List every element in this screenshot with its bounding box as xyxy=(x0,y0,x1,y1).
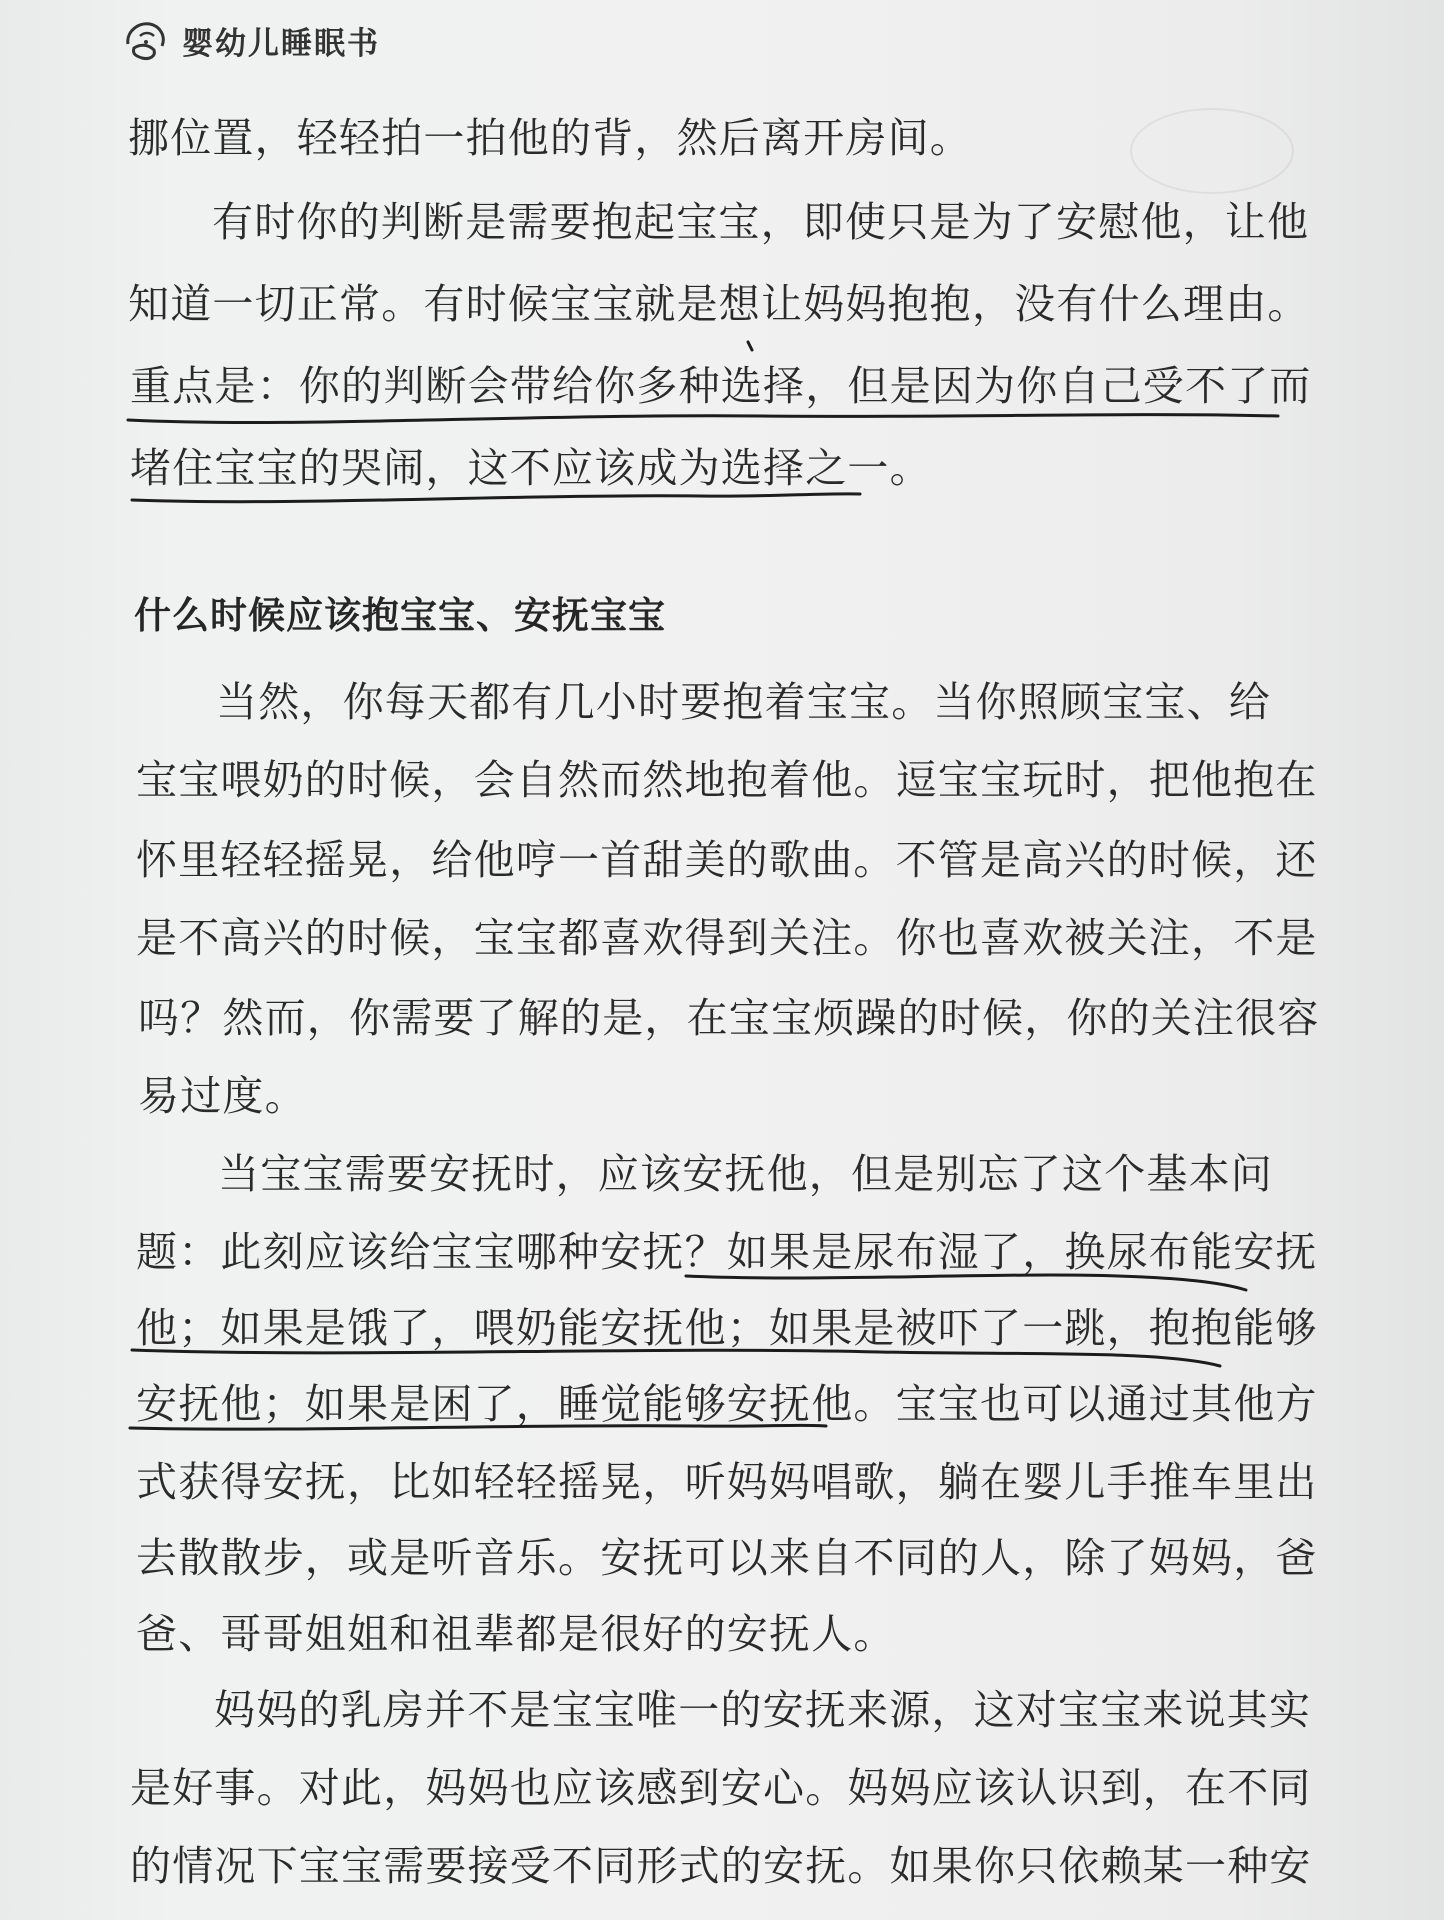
text-line: 题：此刻应该给宝宝哪种安抚？如果是尿布湿了，换尿布能安抚 xyxy=(136,1228,1318,1276)
text-line: 爸、哥哥姐姐和祖辈都是很好的安抚人。 xyxy=(136,1610,896,1658)
text-line: 易过度。 xyxy=(138,1072,307,1120)
text-line: 怀里轻轻摇晃，给他哼一首甜美的歌曲。不管是高兴的时候，还 xyxy=(136,836,1318,884)
text-line: 妈妈的乳房并不是宝宝唯一的安抚来源，这对宝宝来说其实 xyxy=(214,1686,1312,1734)
underline-stroke xyxy=(132,494,860,502)
pen-mark xyxy=(748,342,752,350)
running-header xyxy=(120,14,380,66)
text-line: 的情况下宝宝需要接受不同形式的安抚。如果你只依赖某一种安 xyxy=(130,1842,1312,1890)
text-line: 是不高兴的时候，宝宝都喜欢得到关注。你也喜欢被关注，不是 xyxy=(136,914,1318,962)
bleed-through-shape xyxy=(1130,108,1294,194)
text-line: 是好事。对此，妈妈也应该感到安心。妈妈应该认识到，在不同 xyxy=(130,1764,1312,1812)
text-line: 当宝宝需要安抚时，应该安抚他，但是别忘了这个基本问 xyxy=(218,1150,1273,1198)
text-line: 有时你的判断是需要抱起宝宝，即使只是为了安慰他，让他 xyxy=(212,198,1310,246)
book-title: 婴幼儿睡眠书 xyxy=(182,25,380,62)
text-line: 他；如果是饿了，喂奶能安抚他；如果是被吓了一跳，抱抱能够 xyxy=(136,1304,1318,1352)
text-line: 重点是：你的判断会带给你多种选择，但是因为你自己受不了而 xyxy=(130,362,1312,410)
section-heading: 什么时候应该抱宝宝、安抚宝宝 xyxy=(134,594,666,637)
text-line: 式获得安抚，比如轻轻摇晃，听妈妈唱歌，躺在婴儿手推车里出 xyxy=(136,1458,1318,1506)
text-line: 吗？然而，你需要了解的是，在宝宝烦躁的时候，你的关注很容 xyxy=(138,994,1320,1042)
text-line: 当然，你每天都有几小时要抱着宝宝。当你照顾宝宝、给 xyxy=(216,678,1271,726)
underline-stroke xyxy=(686,1275,1246,1290)
text-line: 挪位置，轻轻拍一拍他的背，然后离开房间。 xyxy=(128,114,972,162)
underline-stroke xyxy=(128,415,1278,423)
text-line: 知道一切正常。有时候宝宝就是想让妈妈抱抱，没有什么理由。 xyxy=(128,280,1310,328)
baby-sleeping-icon xyxy=(120,14,172,66)
text-line: 宝宝喂奶的时候，会自然而然地抱着他。逗宝宝玩时，把他抱在 xyxy=(136,756,1318,804)
text-line: 去散散步，或是听音乐。安抚可以来自不同的人，除了妈妈，爸 xyxy=(136,1534,1318,1582)
underline-stroke xyxy=(132,1350,1220,1366)
text-line: 安抚他；如果是困了，睡觉能够安抚他。宝宝也可以通过其他方 xyxy=(136,1380,1318,1428)
text-line: 堵住宝宝的哭闹，这不应该成为选择之一。 xyxy=(130,444,932,492)
